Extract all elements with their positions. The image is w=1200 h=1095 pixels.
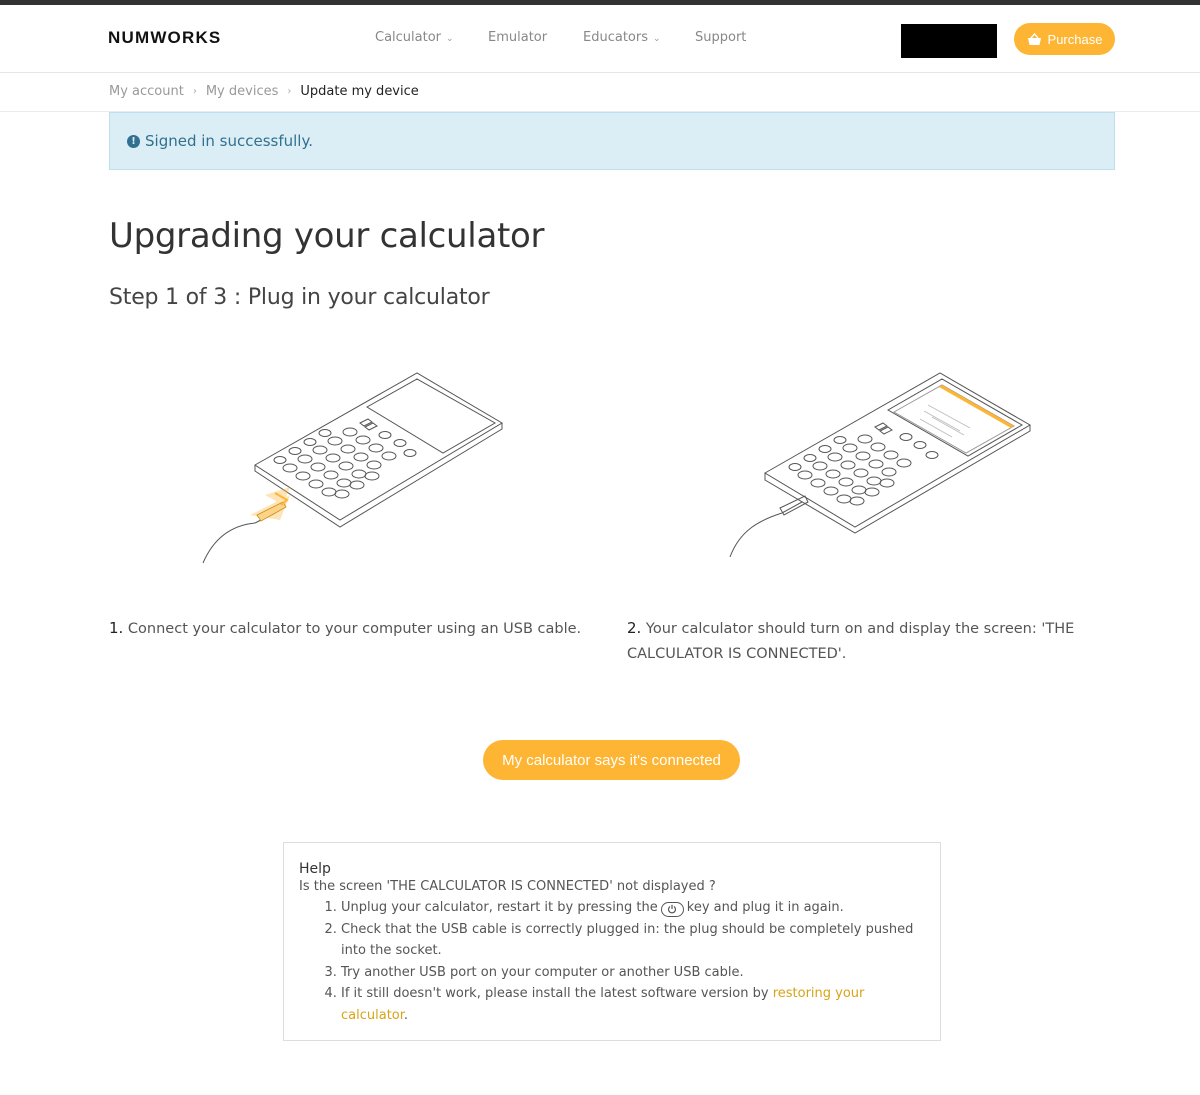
restore-calculator-link[interactable]: restoring your calculator	[341, 986, 865, 1023]
step-1-text	[109, 616, 589, 642]
help-list	[341, 897, 925, 1026]
help-question: Is the screen 'THE CALCULATOR IS CONNECTED' not displayed ?	[299, 879, 716, 894]
breadcrumb-current: Update my device	[300, 84, 419, 99]
breadcrumb-separator-icon: ›	[192, 86, 197, 97]
nav-educators-label: Educators	[583, 30, 648, 45]
help-box	[283, 842, 941, 1041]
page-title: Upgrading your calculator	[109, 216, 545, 256]
help-item-1-after: key and plug it in again.	[686, 900, 844, 915]
help-item-4-before: If it still doesn't work, please install the latest software version by	[341, 986, 769, 1001]
basket-icon	[1027, 33, 1042, 46]
step-2-number: 2.	[627, 619, 642, 637]
help-item-1	[341, 897, 925, 919]
help-title: Help	[299, 861, 331, 877]
nav-support[interactable]	[695, 30, 746, 45]
help-item-3: 3. Try another USB port on your computer or another USB cable.	[341, 962, 925, 984]
numworks-logo[interactable]: NUMWORKS	[108, 28, 222, 47]
alert-message: Signed in successfully.	[145, 132, 313, 150]
breadcrumb-my-devices[interactable]: My devices	[205, 84, 279, 99]
chevron-down-icon: ⌄	[446, 34, 454, 44]
calculator-plug-illustration	[195, 365, 510, 570]
redacted-account-area[interactable]	[901, 24, 997, 58]
help-item-1-before: Unplug your calculator, restart it by pressing the	[341, 900, 658, 915]
nav-calculator-label: Calculator	[375, 30, 442, 45]
chevron-down-icon: ⌄	[653, 34, 661, 44]
step-2-description: Your calculator should turn on and display the screen: 'THE CALCULATOR IS CONNECTED'.	[627, 621, 1075, 662]
site-header	[0, 5, 1200, 73]
info-icon: !	[127, 135, 140, 148]
nav-support-label: Support	[695, 30, 747, 45]
calculator-connected-illustration	[720, 365, 1035, 565]
power-key-icon	[661, 902, 684, 917]
help-item-4	[341, 983, 925, 1026]
signed-in-alert	[109, 112, 1115, 170]
help-item-4-after: .	[403, 1007, 409, 1023]
nav-emulator[interactable]	[488, 30, 547, 45]
nav-calculator[interactable]	[375, 30, 454, 45]
connected-confirm-button[interactable]: My calculator says it's connected	[483, 740, 740, 780]
help-item-2: 2. Check that the USB cable is correctly plugged in: the plug should be completely pushed into the socket.	[341, 919, 925, 962]
purchase-button[interactable]	[1014, 23, 1115, 55]
step-1-description: Connect your calculator to your computer using an USB cable.	[127, 621, 582, 637]
step-2-text	[627, 616, 1087, 667]
step-title: Step 1 of 3 : Plug in your calculator	[109, 285, 490, 310]
breadcrumb	[109, 84, 419, 99]
nav-emulator-label: Emulator	[488, 30, 548, 45]
step-1-number: 1.	[109, 619, 124, 637]
purchase-label: Purchase	[1047, 31, 1103, 47]
breadcrumb-my-account[interactable]: My account	[109, 84, 184, 99]
nav-educators[interactable]	[583, 30, 661, 45]
breadcrumb-separator-icon: ›	[287, 86, 292, 97]
